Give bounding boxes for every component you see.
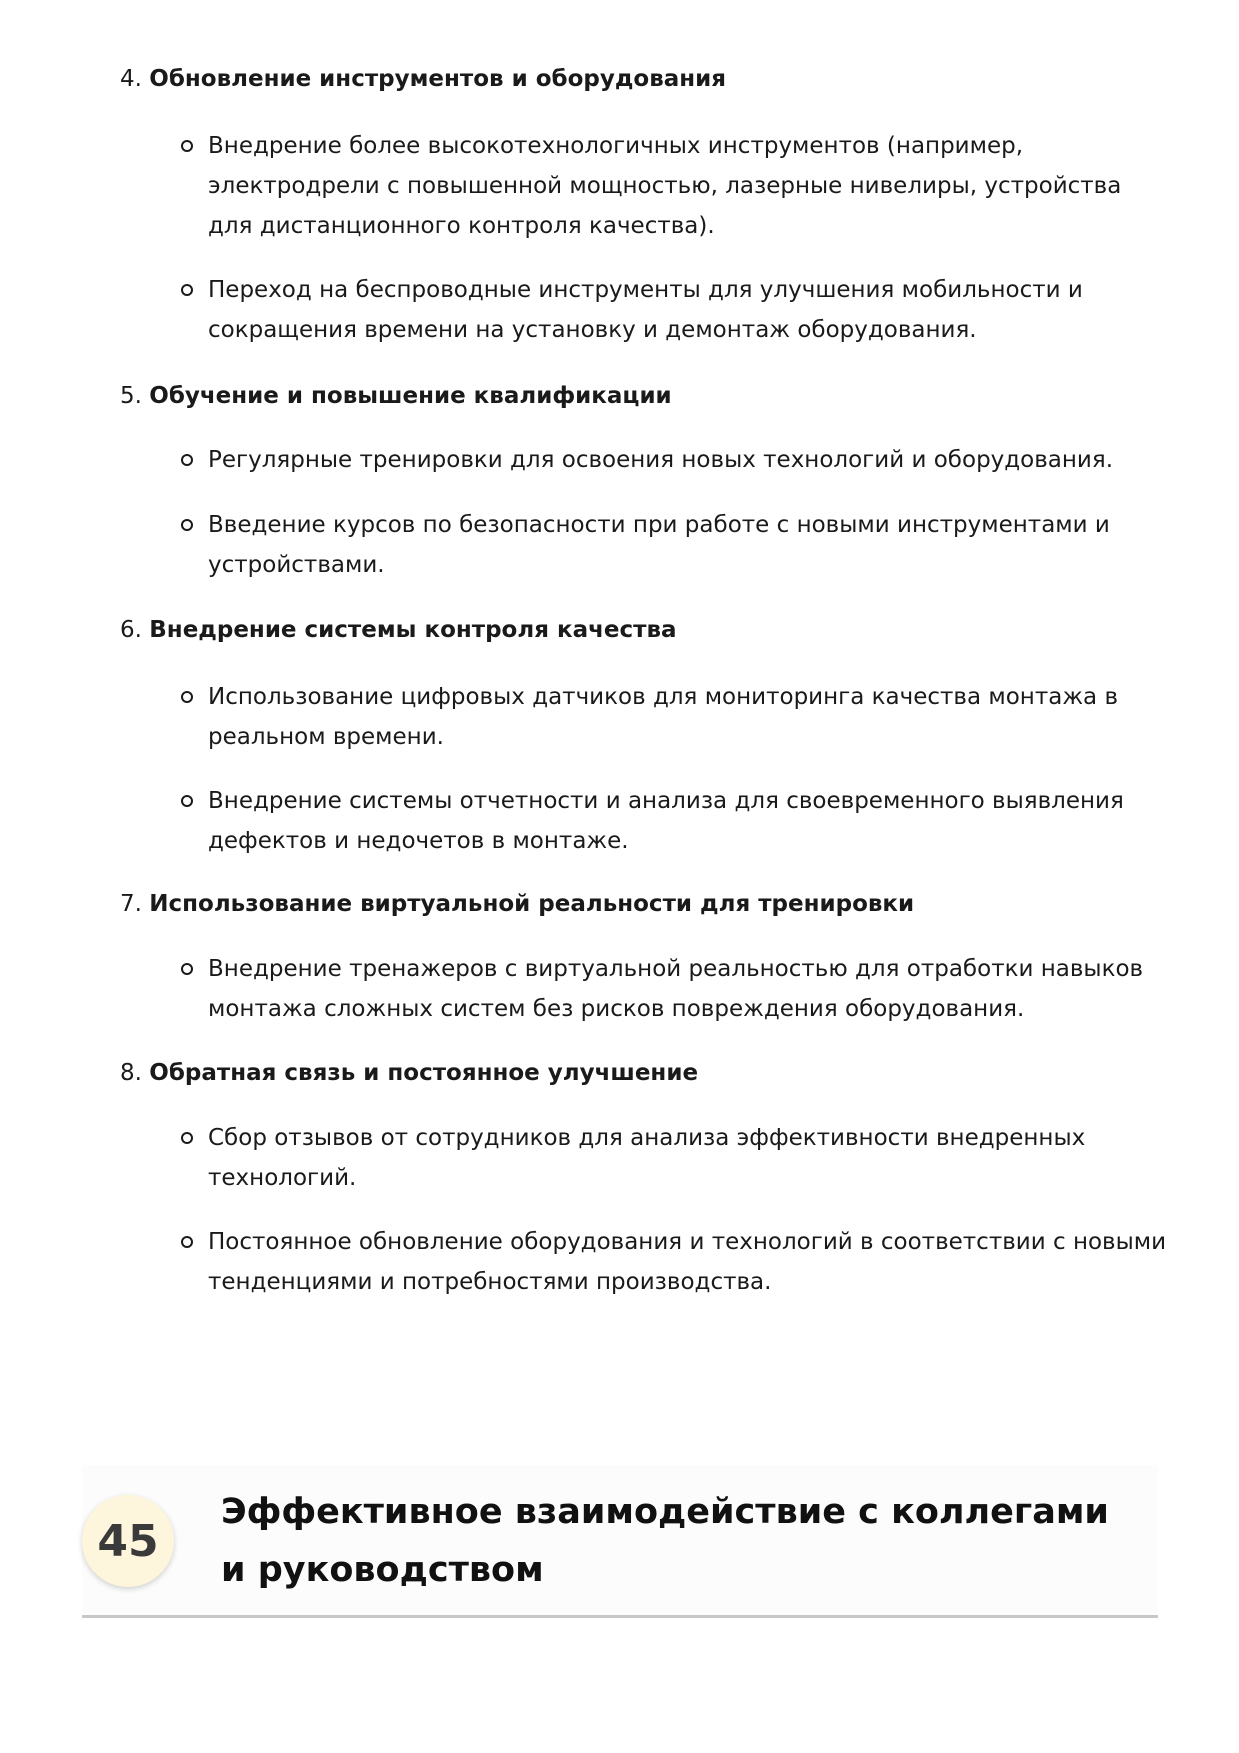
list-item-text: Внедрение системы отчетности и анализа для своевременного выявления дефектов и недочетов в монтаже. (208, 788, 1124, 854)
section-title: Использование виртуальной реальности для тренировки (149, 891, 915, 917)
list-item-text: Переход на беспроводные инструменты для улучшения мобильности и сокращения времени на установку и демонтаж оборудования. (208, 277, 1083, 343)
list-item (208, 949, 1168, 1029)
chapter-number-badge: 45 (82, 1495, 174, 1587)
section-heading-7 (120, 889, 914, 919)
list-item-text: Внедрение более высокотехнологичных инструментов (например, электродрели с повышенной мощностью, лазерные нивелиры, устройства для дистанционного контроля качества). (208, 133, 1122, 239)
list-item (208, 270, 1168, 350)
section-heading-8 (120, 1058, 698, 1088)
list-item (208, 1222, 1168, 1302)
circle-bullet-icon (181, 284, 193, 296)
section-number: 8. (120, 1060, 142, 1086)
list-item (208, 505, 1168, 585)
section-heading-5 (120, 381, 672, 411)
list-item-text: Сбор отзывов от сотрудников для анализа эффективности внедренных технологий. (208, 1125, 1086, 1191)
section-number: 7. (120, 891, 142, 917)
list-item-text: Регулярные тренировки для освоения новых технологий и оборудования. (208, 447, 1114, 473)
circle-bullet-icon (181, 1236, 193, 1248)
section-number: 5. (120, 383, 142, 409)
circle-bullet-icon (181, 795, 193, 807)
section-title: Обучение и повышение квалификации (149, 383, 672, 409)
section-heading-6 (120, 615, 677, 645)
list-item (208, 126, 1168, 246)
circle-bullet-icon (181, 519, 193, 531)
circle-bullet-icon (181, 140, 193, 152)
circle-bullet-icon (181, 454, 193, 466)
circle-bullet-icon (181, 1132, 193, 1144)
section-heading-4 (120, 64, 726, 94)
list-item-text: Внедрение тренажеров с виртуальной реальностью для отработки навыков монтажа сложных систем без рисков повреждения оборудования. (208, 956, 1144, 1022)
section-number: 4. (120, 66, 142, 92)
list-item-text: Использование цифровых датчиков для мониторинга качества монтажа в реальном времени. (208, 684, 1119, 750)
circle-bullet-icon (181, 963, 193, 975)
list-item (208, 1118, 1168, 1198)
list-item (208, 440, 1168, 480)
list-item (208, 781, 1168, 861)
section-number: 6. (120, 617, 142, 643)
section-title: Обратная связь и постоянное улучшение (149, 1060, 699, 1086)
section-title: Обновление инструментов и оборудования (149, 66, 727, 92)
chapter-title: Эффективное взаимодействие с коллегами и руководством (221, 1492, 1109, 1590)
section-title: Внедрение системы контроля качества (149, 617, 677, 643)
chapter-header (82, 1465, 1158, 1618)
list-item (208, 677, 1168, 757)
circle-bullet-icon (181, 691, 193, 703)
list-item-text: Постоянное обновление оборудования и технологий в соответствии с новыми тенденциями и потребностями производства. (208, 1229, 1167, 1295)
list-item-text: Введение курсов по безопасности при работе с новыми инструментами и устройствами. (208, 512, 1110, 578)
